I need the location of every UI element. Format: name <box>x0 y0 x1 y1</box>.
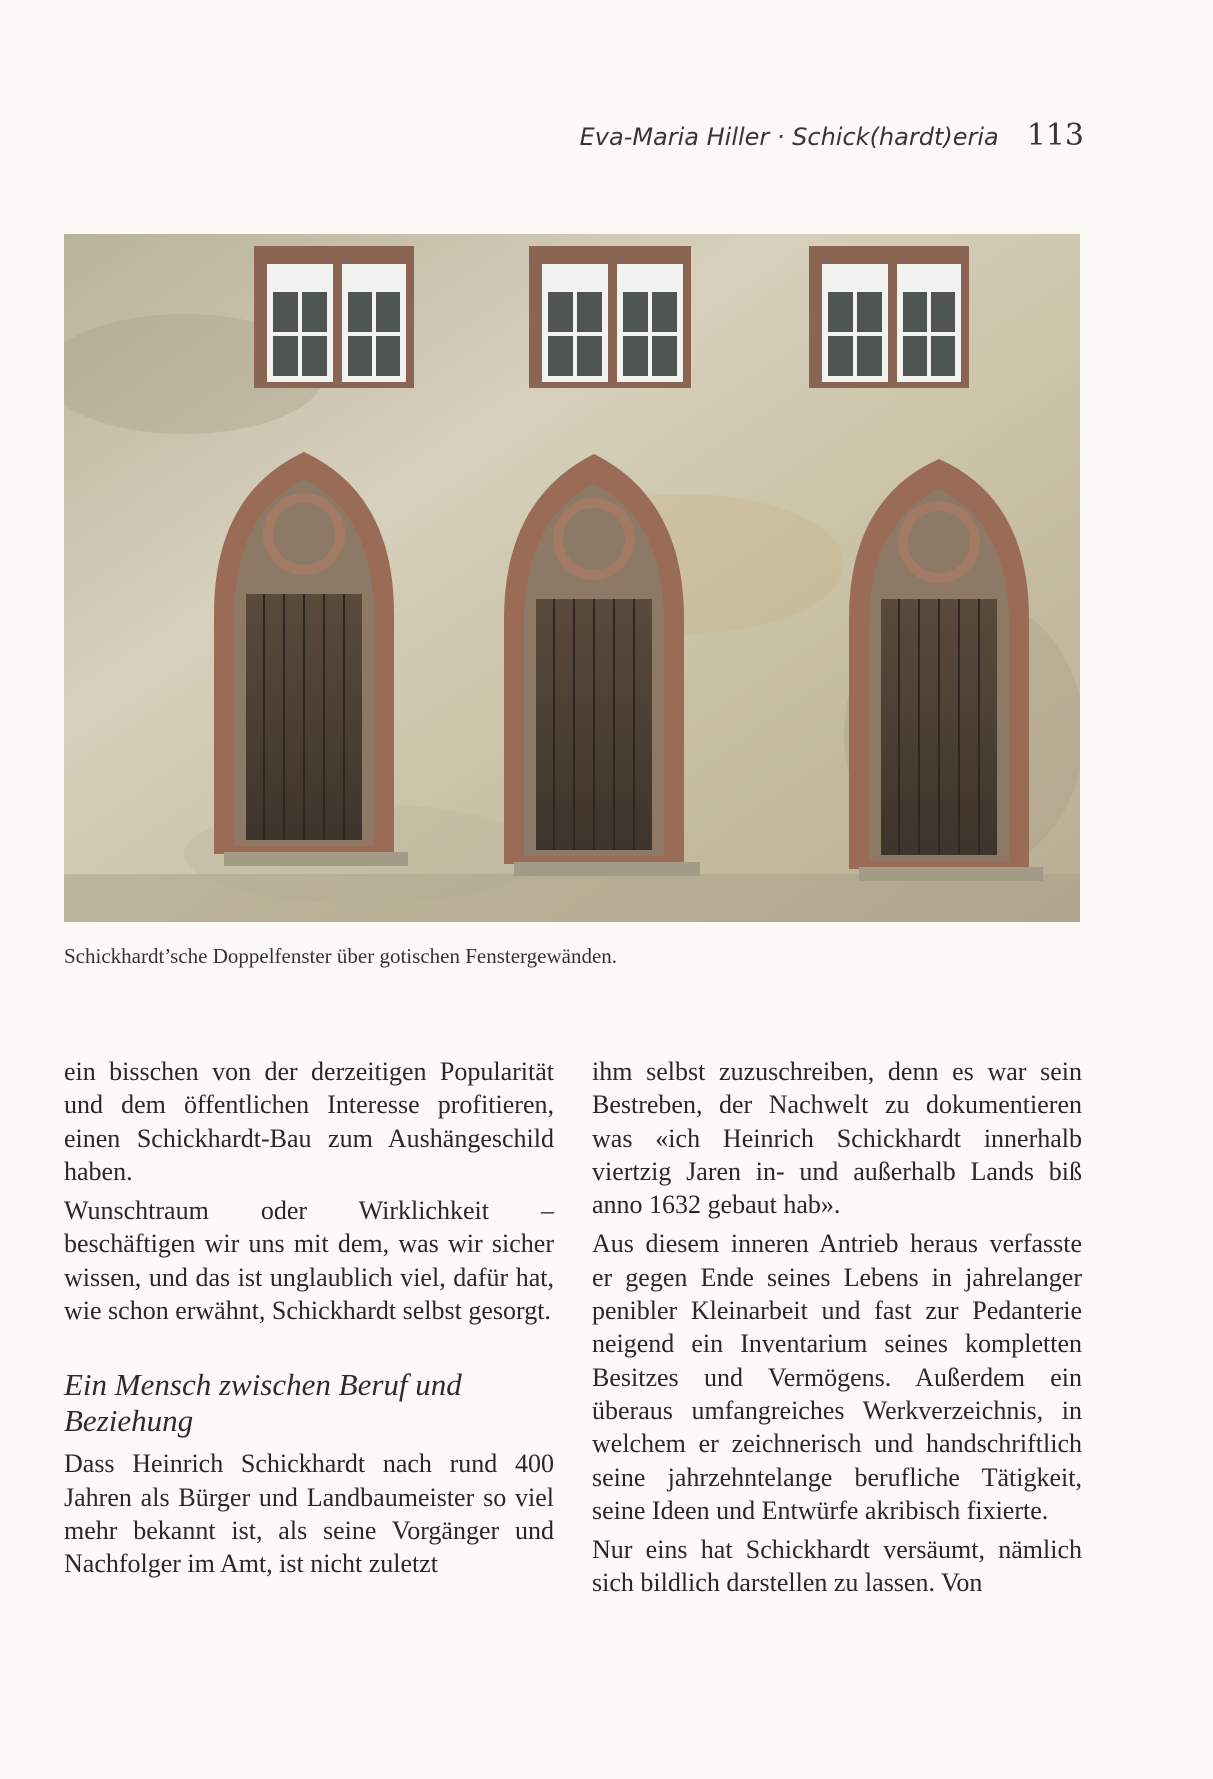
paragraph: ein bisschen von der derzeitigen Popularität und dem öffentlichen Interesse profitieren, einen Schickhardt-Bau zum Aushängeschild haben. <box>64 1057 554 1186</box>
running-title: Eva-Maria Hiller · Schick(hardt)eria <box>579 123 999 151</box>
page-number: 113 <box>1026 118 1084 153</box>
paragraph: Dass Heinrich Schickhardt nach rund 400 Jahren als Bürger und Landbaumeister so viel mehr bekannt ist, als seine Vorgänger und Nachfolger im Amt, ist nicht zuletzt <box>64 1449 554 1579</box>
paragraph: Aus diesem inneren Antrieb heraus verfasste er gegen Ende seines Lebens in jahrelanger penibler Kleinarbeit und fast zur Pedanterie neigend ein Inventarium seines kompletten Besitzes und Vermögens. Außerdem ein überaus umfangreiches Werkverzeichnis, in welchem er zeichnerisch und handschriftlich seine jahrzehntelange berufliche Tätigkeit, seine Ideen und Entwürfe akribisch fixierte. <box>592 1229 1082 1525</box>
figure-caption: Schickhardt’sche Doppelfenster über gotischen Fenstergewänden. <box>64 944 618 968</box>
double-window-left <box>254 246 414 388</box>
section-heading: Ein Mensch zwischen Beruf und Beziehung <box>64 1367 462 1439</box>
right-column <box>592 1055 1082 1606</box>
paragraph: Nur eins hat Schickhardt versäumt, nämlich sich bildlich darstellen zu lassen. Von <box>592 1535 1082 1598</box>
running-head <box>480 118 1084 153</box>
paragraph: Wunschtraum oder Wirklichkeit – beschäftigen wir uns mit dem, was wir sicher wissen, und das ist unglaublich viel, dafür hat, wie schon erwähnt, Schickhardt selbst gesorgt. <box>64 1196 554 1326</box>
double-window-right <box>809 246 969 388</box>
facade-photo <box>64 234 1080 922</box>
double-window-center <box>529 246 691 388</box>
left-column <box>64 1055 554 1587</box>
paragraph: ihm selbst zuzuschreiben, denn es war sein Bestreben, der Nachwelt zu dokumentieren was «ich Heinrich Schickhardt innerhalb viertzig Jaren in- und außerhalb Lands biß anno 1632 gebaut hab». <box>592 1057 1082 1220</box>
